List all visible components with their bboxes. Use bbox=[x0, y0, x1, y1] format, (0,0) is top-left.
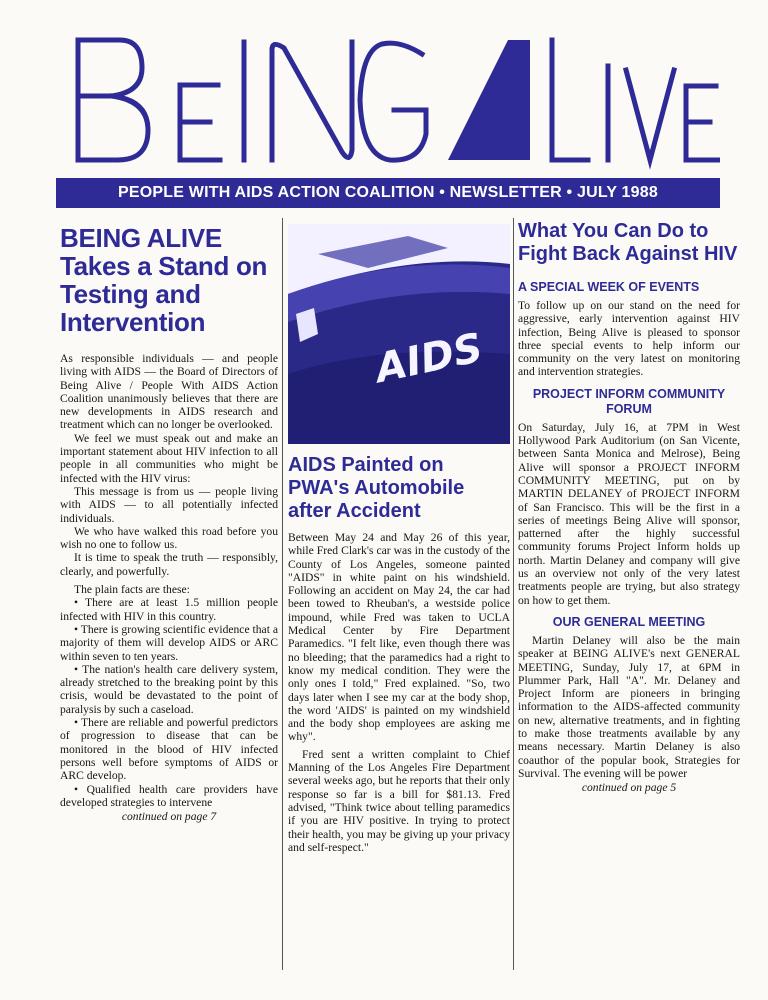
article-fight-back bbox=[518, 218, 740, 794]
article-headline: What You Can Do to Fight Back Against HIV bbox=[518, 220, 738, 265]
article-paragraph: The plain facts are these: bbox=[74, 583, 190, 597]
fact-item: • There are at least 1.5 million people infected with HIV in this country. bbox=[60, 596, 278, 623]
section-paragraph: On Saturday, July 16, at 7PM in West Hollywood Park Auditorium (on San Vicente, between Santa Monica and Melrose), Being Alive will sponsor a PROJECT INFORM COMMUNITY MEETING, put on by MARTIN DELANEY of PROJECT INFORM of San Francisco. This will be the first in a series of meetings Being Alive will sponsor, patterned after the highly successful community forums Project Inform holds up north. Martin Delaney and company will give us an overview not only of the very latest treatments people are trying, but also strategy on how to get them. bbox=[518, 420, 740, 607]
masthead-logo bbox=[60, 30, 720, 170]
article-testing bbox=[60, 218, 278, 823]
section-paragraph: Martin Delaney will also be the main speaker at BEING ALIVE's next GENERAL MEETING, Sunday, July 17, at 6PM in Plummer Park, Hall "A". Mr. Delaney and Project Inform are pioneers in bringing information to the AIDS-affected community on new, alternative treatments, and in fighting to make those treatments available by any means necessary. Martin Delaney is also coauthor of the popular book, Strategies for Survival. The evening will be power bbox=[518, 633, 740, 780]
article-paragraph: This message is from us — people living with AIDS — to all potentially infected individuals. bbox=[60, 484, 278, 525]
section-title: A SPECIAL WEEK OF EVENTS bbox=[518, 280, 700, 294]
article-paragraph: It is time to speak the truth — responsibly, clearly, and powerfully. bbox=[60, 551, 278, 578]
fact-item: • There are reliable and powerful predictors of progression to disease that can be monitored in the blood of HIV infected persons well before symptoms of AIDS or ARC develop. bbox=[60, 716, 278, 783]
article-headline: AIDS Painted on PWA's Automobile after Accident bbox=[288, 454, 465, 522]
column-divider bbox=[282, 218, 283, 970]
section-title: OUR GENERAL MEETING bbox=[552, 614, 706, 629]
aids-graffiti-text: AIDS bbox=[371, 324, 487, 393]
article-painted-car bbox=[288, 218, 510, 854]
continued-note: continued on page 7 bbox=[121, 810, 217, 824]
article-paragraph: We feel we must speak out and make an important statement about HIV infection to all people in all communities who might be infected with the HIV virus: bbox=[60, 431, 278, 485]
section-title: PROJECT INFORM COMMUNITY FORUM bbox=[532, 386, 726, 416]
article-paragraph: We who have walked this road before you wish no one to follow us. bbox=[60, 524, 278, 552]
car-photo bbox=[288, 224, 510, 444]
article-paragraph: As responsible individuals — and people living with AIDS — the Board of Directors of Being Alive / People With AIDS Action Coalition unanimously believes that there are new developments in AIDS research and treatment which can no longer be overlooked. bbox=[60, 352, 278, 432]
article-paragraph: Fred sent a written complaint to Chief Manning of the Los Angeles Fire Department several weeks ago, but he reports that their only response so far is a bill for $81.13. Fred advised, "Think twice about telling paramedics if you are HIV positive. In trying to protect their health, you may be giving up your privacy and self-respect." bbox=[288, 747, 510, 854]
fact-item: • Qualified health care providers have developed strategies to intervene bbox=[60, 782, 278, 809]
column-divider bbox=[513, 218, 514, 970]
article-headline: BEING ALIVE Takes a Stand on Testing and Intervention bbox=[60, 223, 268, 337]
fact-item: • There is growing scientific evidence that a majority of them will develop AIDS or ARC within seven to ten years. bbox=[60, 622, 278, 663]
continued-note: continued on page 5 bbox=[581, 781, 677, 795]
section-paragraph: To follow up on our stand on the need for aggressive, early intervention against HIV infection, Being Alive is pleased to sponsor three special events to help inform our community on the very latest on monitoring and intervention strategies. bbox=[518, 299, 740, 379]
article-paragraph: Between May 24 and May 26 of this year, while Fred Clark's car was in the custody of the County of Los Angeles, someone painted "AIDS" in white paint on his windshield. Following an accident on May 24, the car had been towed to Rheuban's, a westside police impound, while Fred was taken to UCLA Medical Center by Fire Department Paramedics. "I felt like, even though there was no bleeding; that the paramedics had a right to know my medical condition. They were the only ones I told," Fred explained. "So, two days later when I see my car at the body shop, the word 'AIDS' is painted on my windshield and the body shop employees are asking me why". bbox=[288, 531, 510, 744]
fact-item: • The nation's health care delivery system, already stretched to the breaking point by this crisis, would be devastated to the point of paralysis by such a caseload. bbox=[60, 662, 278, 716]
newsletter-banner: PEOPLE WITH AIDS ACTION COALITION • NEWSLETTER • JULY 1988 bbox=[56, 178, 720, 208]
